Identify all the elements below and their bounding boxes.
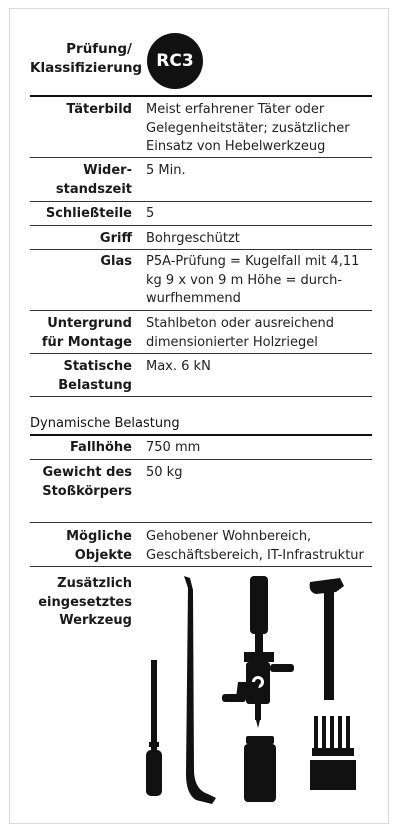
row-divider [30,249,372,250]
header-divider [30,95,372,97]
row-divider [30,566,372,567]
row-divider [30,201,372,202]
label-gewicht-stosskoerper: Gewicht des Stoßkörpers [42,465,132,499]
value-taeterbild: Meist erfahrener Täter oder Gelegenheitstäter; zusätzlicher Einsatz von Hebelwerkzeug [146,102,350,154]
hand-drill-icon [222,576,294,728]
section-divider [30,434,372,436]
row-divider [30,522,372,523]
row-divider [30,310,372,311]
row-divider [30,459,372,460]
value-fallhoehe: 750 mm [146,440,201,455]
row-divider [30,396,372,397]
value-glas: P5A-Prüfung = Kugelfall mit 4,11 kg 9 x von 9 m Höhe = durch- wurfhemmend [146,254,360,306]
row-divider [30,353,372,354]
value-gewicht-stosskoerper: 50 kg [146,465,183,480]
label-griff: Griff [99,231,132,246]
hammer-icon [310,578,344,700]
label-statische-belastung: Statische Belastung [58,359,132,393]
value-statische-belastung: Max. 6 kN [146,359,211,374]
screwdriver-icon [146,660,162,796]
label-glas: Glas [100,254,132,269]
label-widerstandszeit: Wider- standszeit [55,163,132,197]
drill-bit-case-icon [310,716,356,790]
tools-illustration [140,572,380,808]
resistance-class-badge: RC3 [147,33,203,89]
classification-label-line2: Klassifizierung [30,60,143,76]
label-schliessteile: Schließteile [45,206,132,221]
crowbar-icon [184,576,216,804]
section-title-dynamic: Dynamische Belastung [30,416,180,431]
value-objekte: Gehobener Wohnbereich, Geschäftsbereich, IT-Infrastruktur [146,529,364,563]
value-widerstandszeit: 5 Min. [146,163,186,178]
row-divider [30,157,372,158]
value-untergrund: Stahlbeton oder ausreichend dimensionierter Holzriegel [146,316,335,350]
value-schliessteile: 5 [146,206,155,221]
cylinder-icon [244,736,276,802]
row-divider [30,225,372,226]
classification-label [30,40,143,78]
label-taeterbild: Täterbild [66,102,132,117]
label-fallhoehe: Fallhöhe [69,440,132,455]
label-untergrund: Untergrund für Montage [41,316,132,350]
classification-label-line1: Prüfung/ [66,41,132,57]
label-werkzeug: Zusätzlich eingesetztes Werkzeug [38,576,132,628]
value-griff: Bohrgeschützt [146,231,240,246]
label-objekte: Mögliche Objekte [66,529,132,563]
